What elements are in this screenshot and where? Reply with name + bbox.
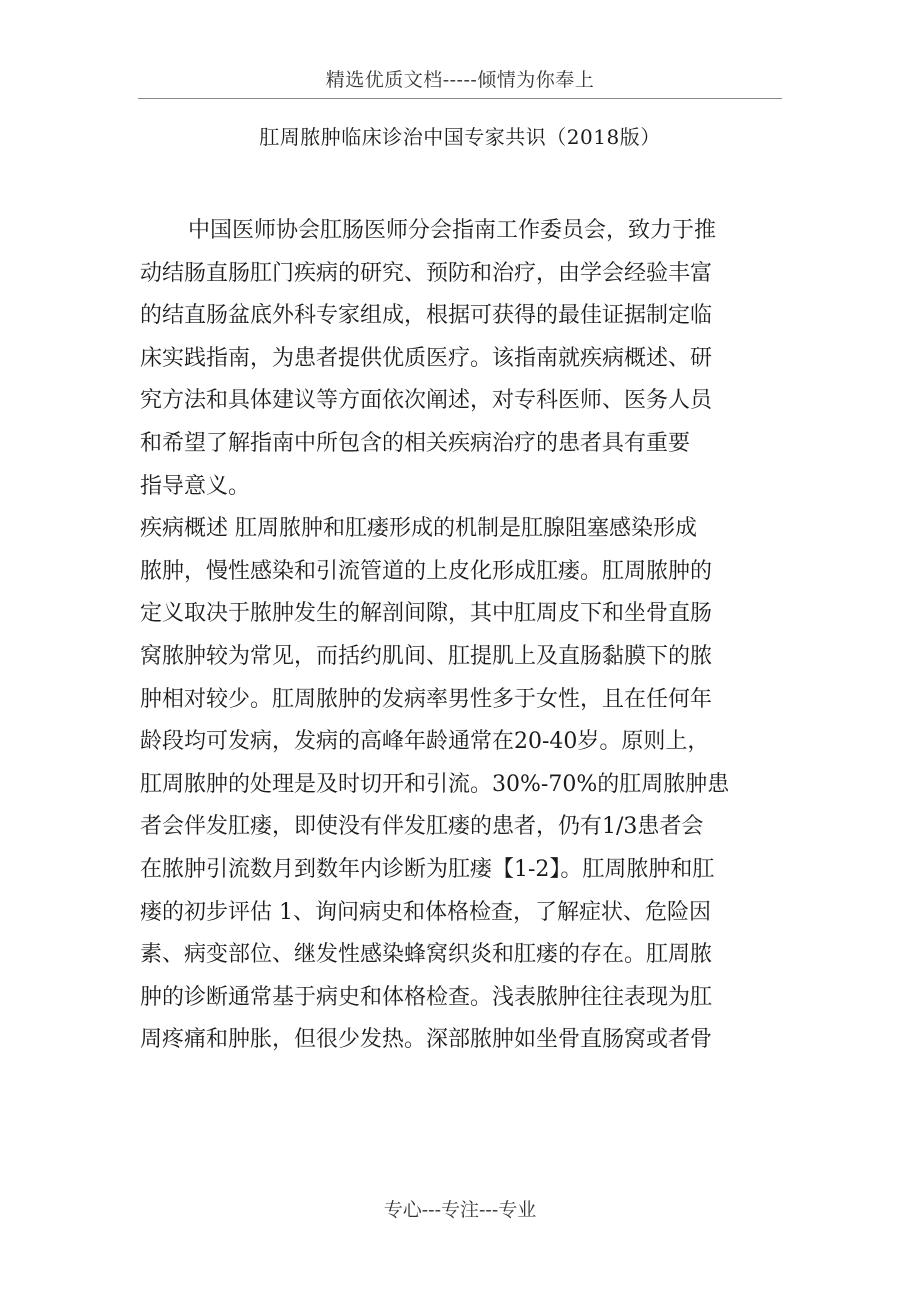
document-title: 肛周脓肿临床诊治中国专家共识（2018版） [259, 125, 661, 149]
body-line: 肿的诊断通常基于病史和体格检查。浅表脓肿往往表现为肛 [140, 984, 713, 1010]
body-line: 动结肠直肠肛门疾病的研究、预防和治疗，由学会经验丰富 [140, 260, 713, 286]
body-line: 究方法和具体建议等方面依次阐述，对专科医师、医务人员 [140, 388, 713, 414]
document-body [140, 210, 790, 1062]
page-footer: 专心---专注---专业 [383, 1199, 537, 1221]
body-line: 肿相对较少。肛周脓肿的发病率男性多于女性，且在任何年 [140, 686, 713, 712]
page-header: 精选优质文档-----倾情为你奉上 [325, 69, 595, 91]
body-line: 和希望了解指南中所包含的相关疾病治疗的患者具有重要 [140, 430, 691, 456]
body-line: 瘘的初步评估 1、询问病史和体格检查，了解症状、危险因 [140, 899, 711, 925]
body-line: 定义取决于脓肿发生的解剖间隙，其中肛周皮下和坐骨直肠 [140, 601, 713, 627]
body-line: 床实践指南，为患者提供优质医疗。该指南就疾病概述、研 [140, 345, 713, 371]
body-line: 周疼痛和肿胀，但很少发热。深部脓肿如坐骨直肠窝或者骨 [140, 1027, 713, 1053]
body-line: 疾病概述 肛周脓肿和肛瘘形成的机制是肛腺阻塞感染形成 [140, 516, 697, 542]
body-line: 龄段均可发病，发病的高峰年龄通常在20-40岁。原则上， [140, 729, 710, 755]
body-line: 肛周脓肿的处理是及时切开和引流。30%-70%的肛周脓肿患 [140, 771, 730, 797]
body-line: 者会伴发肛瘘，即使没有伴发肛瘘的患者，仍有1/3患者会 [140, 814, 704, 840]
body-line: 的结直肠盆底外科专家组成，根据可获得的最佳证据制定临 [140, 303, 713, 329]
body-line: 中国医师协会肛肠医师分会指南工作委员会，致力于推 [188, 218, 717, 243]
header-divider [138, 98, 782, 99]
body-line: 素、病变部位、继发性感染蜂窝织炎和肛瘘的存在。肛周脓 [140, 942, 713, 968]
body-line: 脓肿，慢性感染和引流管道的上皮化形成肛瘘。肛周脓肿的 [140, 558, 713, 584]
body-line: 在脓肿引流数月到数年内诊断为肛瘘【1-2】。肛周脓肿和肛 [140, 856, 715, 882]
body-line: 窝脓肿较为常见，而括约肌间、肛提肌上及直肠黏膜下的脓 [140, 643, 713, 669]
body-line: 指导意义。 [140, 473, 251, 499]
